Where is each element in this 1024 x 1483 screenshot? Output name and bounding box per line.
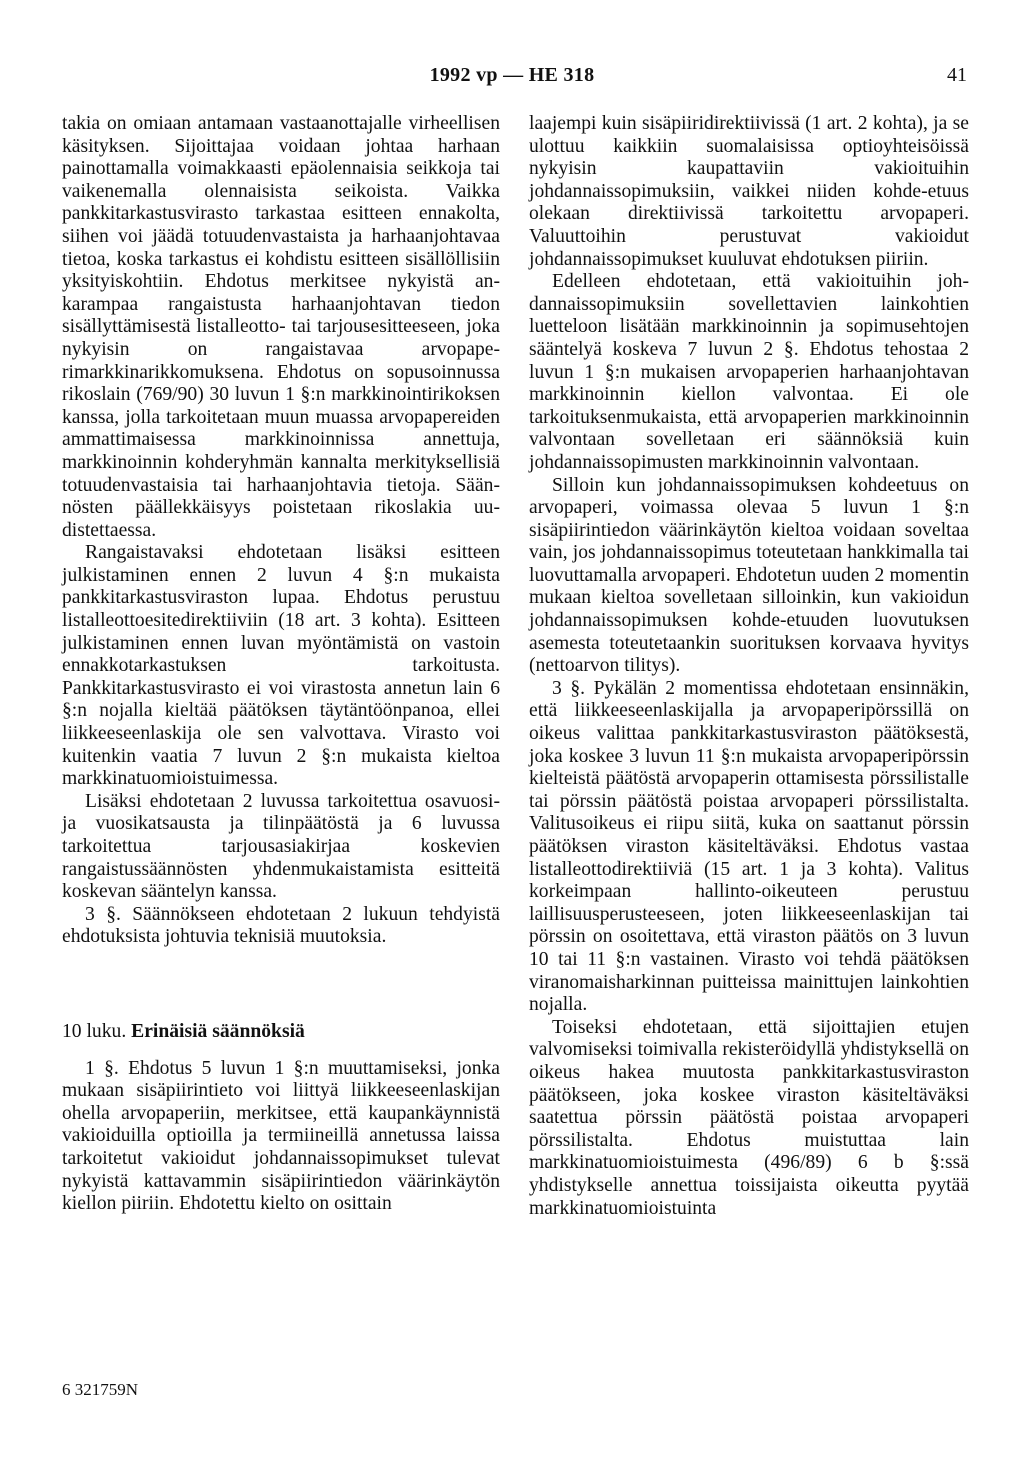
page-header [0,64,1024,92]
left-column [62,113,500,1216]
right-column [529,113,969,1220]
paragraph: takia on omiaan antamaan vastaanottajalle virheellisen käsityksen. Sijoittajaa voidaan johtaa harhaan painottamalla voimakkaasti epäolennaisia seikkoja tai vaikenemalla olennaisista seikoista. Vaikka pankkitarkastusvirasto tarkastaa esitteen ennakolta, siihen voi jäädä totuudenvastaista ja harhaanjohtavaa tietoa, koska tarkastus ei kohdistu esitteen sisällöllisiin yksityiskohtiin. Ehdotus merkitsee nykyistä ankarampaa rangaistusta harhaanjohtavan tiedon sisällyttämisestä listalleotto- tai tarjousesitteeseen, joka nykyisin on rangaistavaa arvopaperimarkkinarikkomuksena. Ehdotus on sopusoinnussa rikoslain (769/90) 30 luvun 1 §:n markkinointirikoksen kanssa, jolla tarkoitetaan muun muassa arvopapereiden ammattimaisessa markkinoinnissa annettuja, markkinoinnin kohderyhmän kannalta merkityksellisiä totuudenvastaisia tai harhaanjohtavia tietoja. Säännösten päällekkäisyys poistetaan rikoslakia uudistettaessa. [62,113,500,541]
paragraph: Silloin kun johdannaissopimuksen kohdeetuus on arvopaperi, voimassa olevaa 5 luvun 1 §:n sisäpiirintiedon väärinkäytön kieltoa voidaan soveltaa vain, jos johdannaissopimus toteutetaan hankkimalla tai luovuttamalla arvopaperi. Ehdotetun uuden 2 momentin mukaan kieltoa sovelletaan silloinkin, kun vakioidun johdannaissopimuksen kohde-etuuden luovutuksen asemesta toteutetaankin suorituksen korvaava hyvitys (nettoarvon tilitys). [529,474,969,677]
running-title: 1992 vp — HE 318 [429,64,595,86]
paragraph: Lisäksi ehdotetaan 2 luvussa tarkoitettua osavuosi- ja vuosikatsausta ja tilinpäätöstä ja 6 luvussa tarkoitettua tarjousasiakirjaa koskevien rangaistussäännösten yhdenmukaistamista esitteitä koskevan sääntelyn kanssa. [62,790,500,903]
section-spacer [62,949,500,1021]
paragraph: 3 §. Säännökseen ehdotetaan 2 lukuun tehdyistä ehdotuksista johtuvia teknisiä muutoksia. [62,903,500,948]
paragraph: Edelleen ehdotetaan, että vakioituihin johdannaissopimuksiin sovellettavien lainkohtien luetteloon lisätään markkinoinnin ja sopimusehtojen sääntelyä koskeva 7 luvun 2 §. Ehdotus tehostaa 2 luvun 1 §:n mukaisen arvopaperien harhaanjohtavan markkinoinnin kiellon valvontaa. Ei ole tarkoituksenmukaista, että arvopaperien markkinoinnin valvontaan sovelletaan eri säännöksiä kuin johdannaissopimusten markkinoinnin valvontaan. [529,271,969,473]
chapter-title: Erinäisiä säännöksiä [131,1020,305,1042]
paragraph: 3 §. Pykälän 2 momentissa ehdotetaan ensinnäkin, että liikkeeseenlaskijalla ja arvopaperipörssillä on oikeus valittaa pankkitarkastusviraston päätöksestä, joka koskee 3 luvun 11 §:n mukaista arvopaperipörssin kielteistä päätöstä arvopaperin ottamisesta pörssilistalle tai pörssin päätöstä poistaa arvopaperi pörssilistalta. Valitusoikeus ei riipu siitä, kuka on saattanut pörssin päätöksen viraston käsiteltäväksi. Ehdotus vastaa listalleottodirektiiviä (15 art. 1 ja 3 kohta). Valitus korkeimpaan hallinto-oikeuteen perustuu laillisuusperusteeseen, joten liikkeeseenlaskijan tai pörssin on osoitettava, että viraston päätös on 3 luvun 10 tai 11 §:n vastainen. Virasto voi tehdä päätöksen viranomaisharkinnan puitteissa mainittujen lainkohtien nojalla. [529,677,969,1016]
paragraph: 1 §. Ehdotus 5 luvun 1 §:n muuttamiseksi, jonka mukaan sisäpiirintieto voi liittyä liikkeeseenlaskijan ohella arvopaperiin, merkitsee, että kaupankäynnistä vakioiduilla optioilla ja termiineillä annetussa laissa tarkoitetut vakioidut johdannaissopimukset tulevat nykyistä kattavammin sisäpiirintiedon väärinkäytön kiellon piiriin. Ehdotettu kielto on osittain [62,1057,500,1215]
paragraph: Rangaistavaksi ehdotetaan lisäksi esitteen julkistaminen ennen 2 luvun 4 §:n mukaista pankkitarkastusviraston lupaa. Ehdotus perustuu listalleottoesitedirektiiviin (18 art. 3 kohta). Esitteen julkistaminen ennen luvan myöntämistä on vastoin ennakkotarkastuksen tarkoitusta. Pankkitarkastusvirasto ei voi virastosta annetun lain 6 §:n nojalla kieltää päätöksen täytäntöönpanoa, ellei liikkeeseenlaskija ole sen valvottava. Virasto voi kuitenkin vaatia 7 luvun 2 §:n mukaista kieltoa markkinatuomioistuimessa. [62,542,500,790]
paragraph: laajempi kuin sisäpiiridirektiivissä (1 art. 2 kohta), ja se ulottuu kaikkiin suomalaisissa optioyhteisöissä nykyisin kaupattaviin vakioituihin johdannaissopimuksiin, vaikkei niiden kohde-etuus olekaan direktiivissä tarkoitettu arvopaperi. Valuuttoihin perustuvat vakioidut johdannaissopimukset kuuluvat ehdotuksen piiriin. [529,113,969,270]
chapter-heading [62,1021,500,1044]
page-number: 41 [947,64,967,86]
section-spacer [62,1044,500,1058]
paragraph: Toiseksi ehdotetaan, että sijoittajien etujen valvomiseksi toimivalla rekisteröidyllä yhdistyksellä on oikeus hakea muutosta pankkitarkastusviraston päätökseen, joka koskee viraston käsiteltäväksi saatettua pörssin päätöstä poistaa arvopaperi pörssilistalta. Ehdotus muistuttaa lain markkinatuomioistuimesta (496/89) 6 b §:ssä yhdistykselle annettua toissijaista oikeutta pyytää markkinatuomioistuinta [529,1016,969,1219]
chapter-number: 10 luku. [62,1020,127,1042]
print-code: 6 321759N [62,1380,139,1399]
